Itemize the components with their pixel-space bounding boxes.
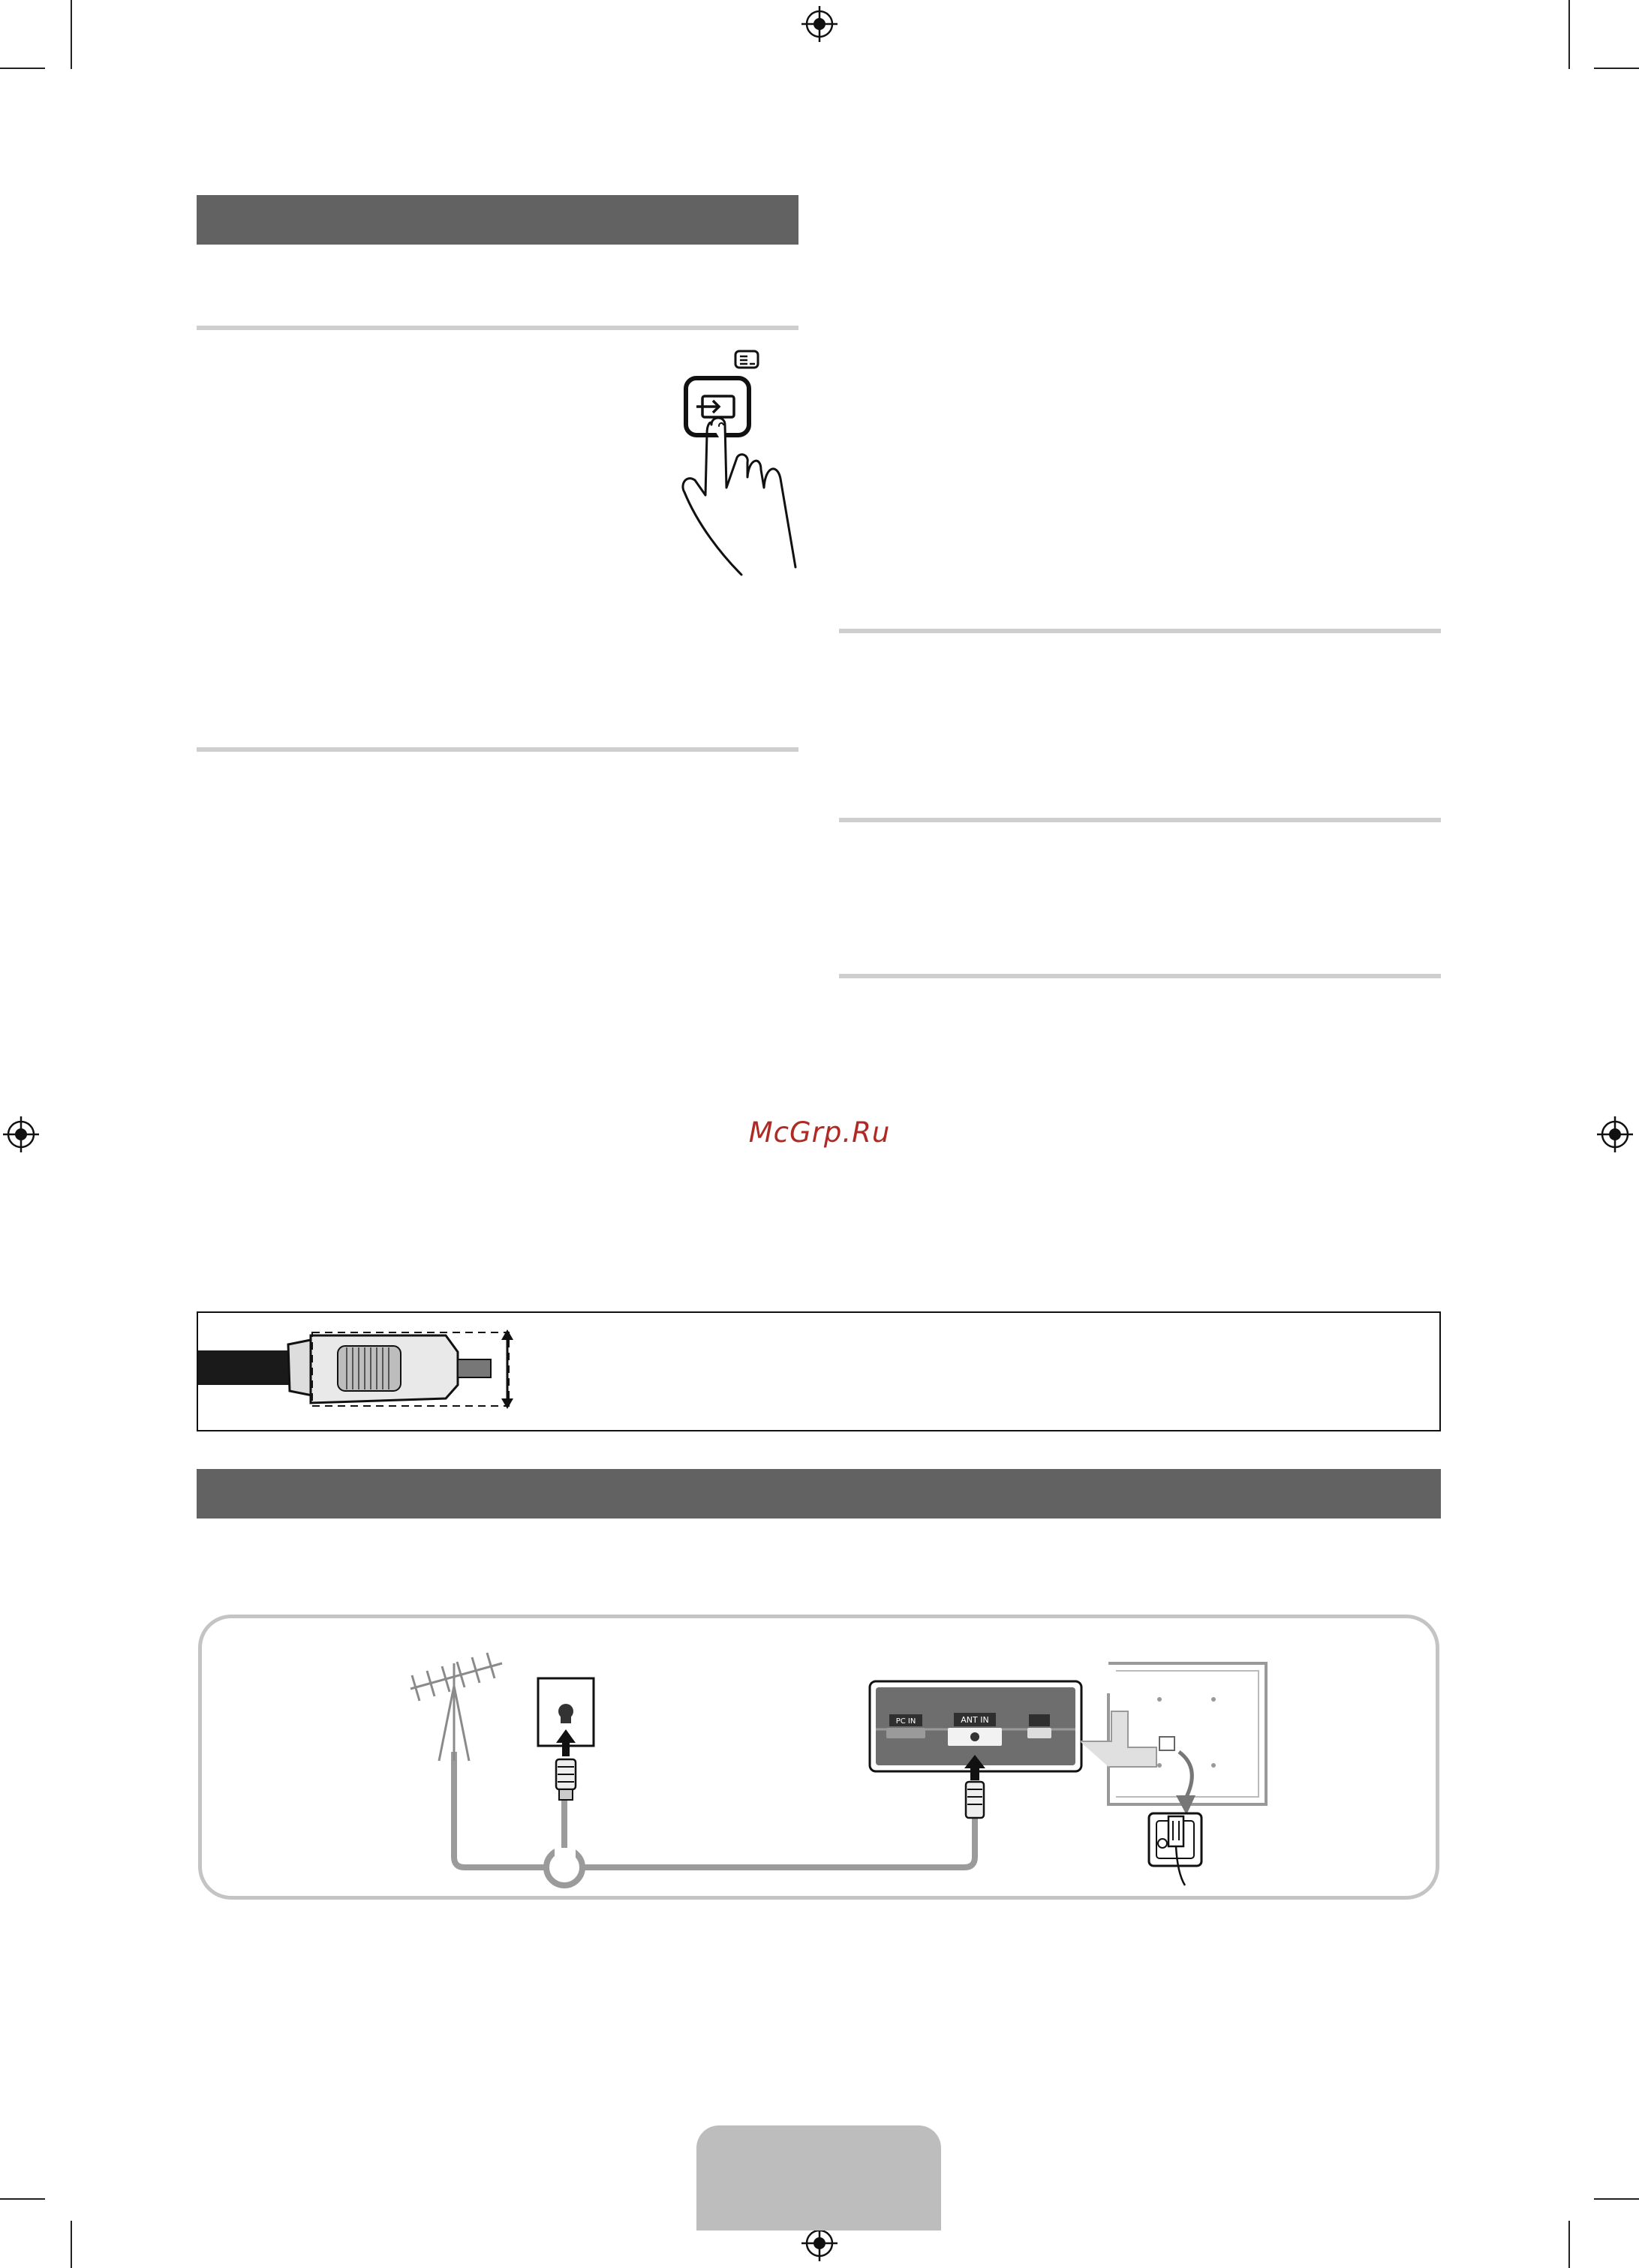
divider-left-2 — [197, 747, 798, 752]
divider-left-1 — [197, 326, 798, 330]
power-plug-icon — [1149, 1813, 1201, 1885]
divider-right-2 — [839, 818, 1441, 822]
antenna-connection-panel — [198, 1615, 1439, 1900]
section-header-bar-antenna — [197, 1469, 1441, 1519]
tools-menu-icon — [735, 351, 758, 368]
port-label-pc-in: PC IN — [895, 1717, 916, 1726]
hdmi-cable-size-box — [197, 1311, 1441, 1431]
remote-source-button-illustration — [675, 345, 810, 582]
hand-icon — [683, 418, 795, 575]
crop-mark-bottom-left-v — [71, 2221, 72, 2268]
divider-right-1 — [839, 629, 1441, 633]
antenna-connection-diagram — [202, 1618, 1436, 1896]
coax-plug-icon — [556, 1759, 576, 1800]
divider-right-3 — [839, 974, 1441, 978]
crop-mark-top-left-v — [71, 0, 72, 69]
registration-mark-top-icon — [801, 6, 838, 42]
watermark: McGrp.Ru — [748, 1116, 891, 1149]
port-label-ant-in: ANT IN — [961, 1715, 989, 1725]
crop-mark-top-right-h — [1594, 68, 1639, 69]
section-header-bar-top — [197, 195, 798, 245]
crop-mark-bottom-right-h — [1594, 2198, 1639, 2200]
page-number-tab — [696, 2125, 941, 2230]
tv-back-icon — [1080, 1663, 1266, 1815]
crop-mark-bottom-left-h — [0, 2198, 45, 2200]
crop-mark-top-left-h — [0, 68, 45, 69]
antenna-icon — [411, 1653, 502, 1761]
height-arrow-icon — [498, 1329, 516, 1409]
hdmi-connector-icon — [198, 1313, 528, 1430]
crop-mark-bottom-right-v — [1568, 2221, 1570, 2268]
registration-mark-bottom-icon — [801, 2225, 838, 2261]
crop-mark-top-right-v — [1568, 0, 1570, 69]
